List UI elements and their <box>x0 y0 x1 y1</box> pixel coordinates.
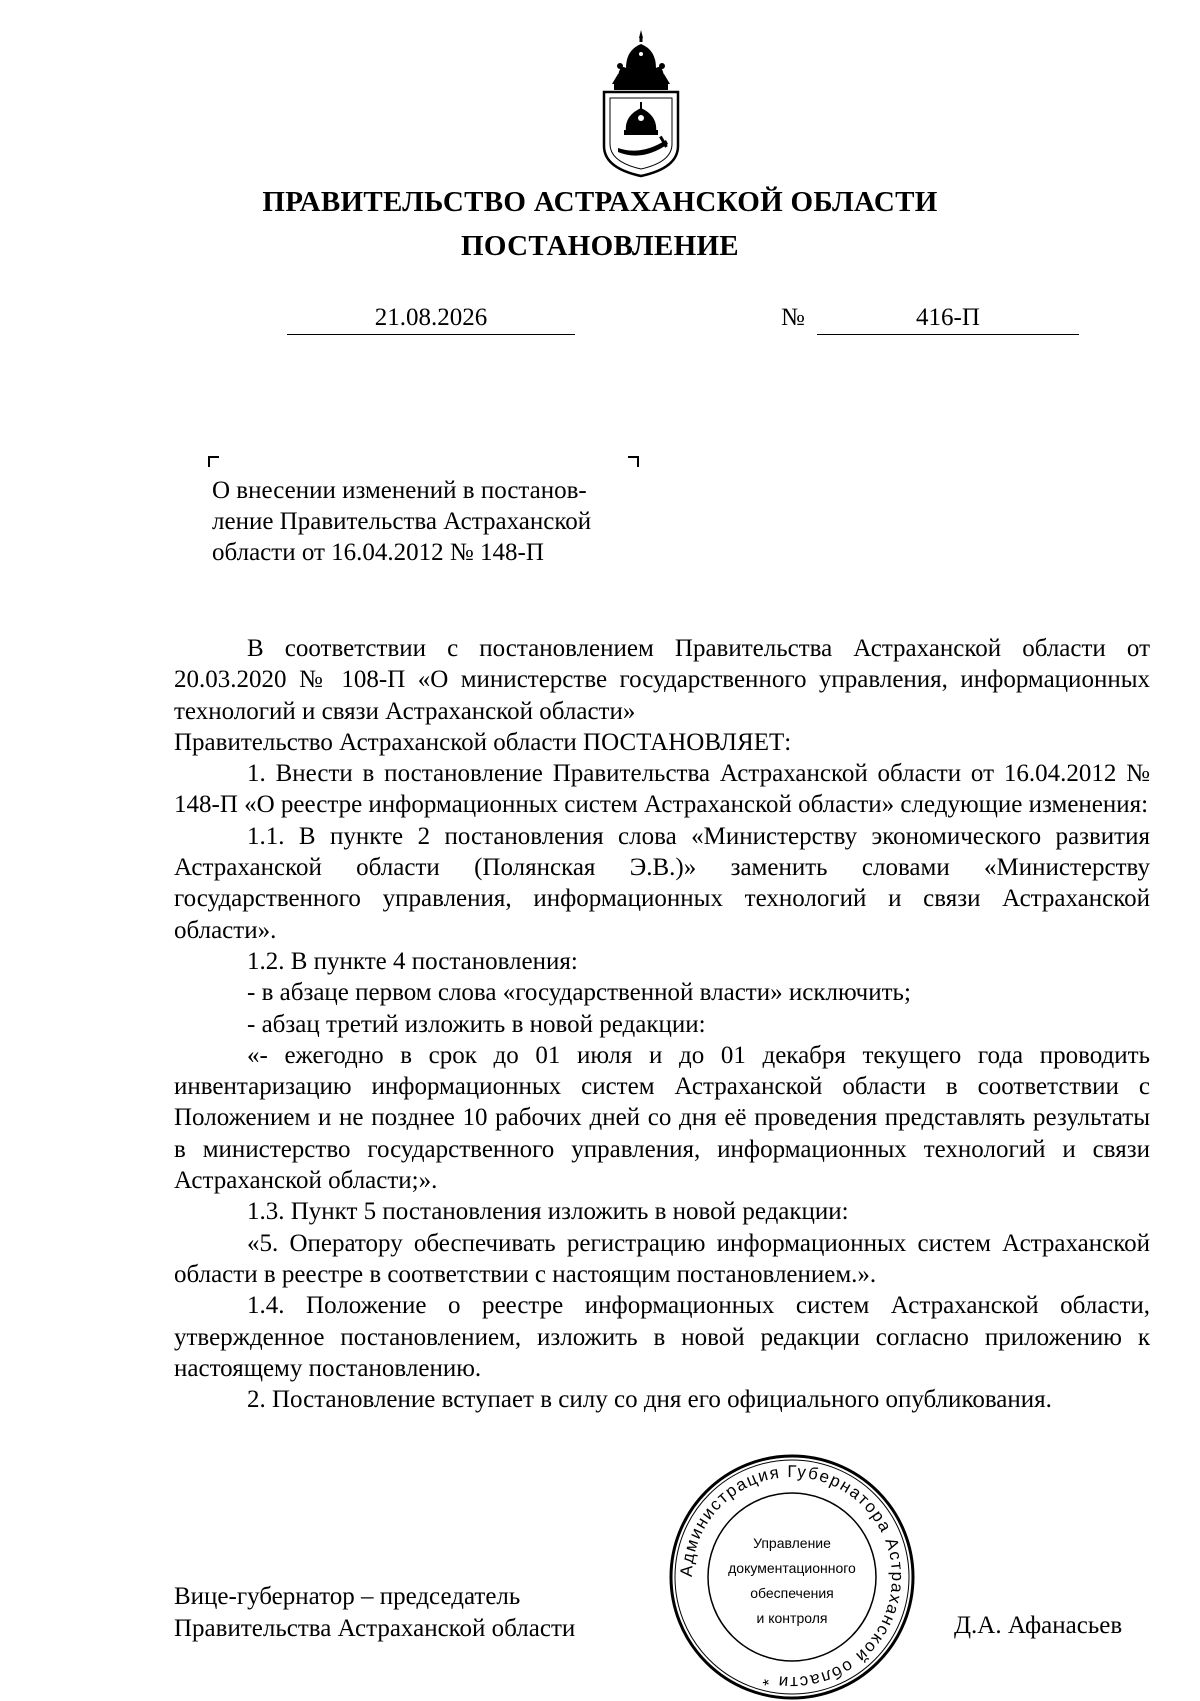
svg-text:и контроля: и контроля <box>756 1610 828 1626</box>
signatory-position-line: Правительства Астраханской области <box>174 1615 576 1642</box>
svg-text:обеспечения: обеспечения <box>750 1585 834 1601</box>
subject-right-bracket <box>628 456 639 467</box>
document-subject <box>212 475 642 568</box>
document-type-title: ПОСТАНОВЛЕНИЕ <box>461 230 739 262</box>
svg-text:Управление: Управление <box>753 1535 831 1551</box>
subject-line: области от 16.04.2012 № 148-П <box>212 539 544 566</box>
document-number: 416-П <box>817 304 1079 335</box>
signatory-name: Д.А. Афанасьев <box>954 1612 1123 1639</box>
number-sign: № <box>781 304 805 331</box>
item-1-2-dash-1: - в абзаце первом слова «государственной власти» исключить; <box>247 979 911 1007</box>
item-1-4-paragraph: 1.4. Положение о реестре информационных систем Астраханской области, утвержденное постановлением, изложить в новой редакции согласно приложению к настоящему постановлению. <box>174 1292 1150 1382</box>
document-date: 21.08.2026 <box>287 304 575 335</box>
item-1-2-quote: «- ежегодно в срок до 01 июля и до 01 декабря текущего года проводить инвентаризацию информационных систем Астраханской области в соответствии с Положением и не позднее 10 рабочих дней со дня её проведения представлять результаты в министерство государственного управления, информационных технологий и связи Астраханской области;». <box>174 1041 1150 1195</box>
resolution-clause: Правительство Астраханской области ПОСТАНОВЛЯЕТ: <box>174 728 792 756</box>
coat-of-arms-icon <box>596 28 686 178</box>
item-1-paragraph: 1. Внести в постановление Правительства Астраханской области от 16.04.2012 № 148-П «О реестре информационных систем Астраханской области» следующие изменения: <box>174 760 1150 819</box>
government-title: ПРАВИТЕЛЬСТВО АСТРАХАНСКОЙ ОБЛАСТИ <box>262 186 938 218</box>
signatory-position-line: Вице-губернатор – председатель <box>174 1583 521 1610</box>
document-body <box>174 633 1150 1415</box>
preamble-paragraph: В соответствии с постановлением Правительства Астраханской области от 20.03.2020 № 108-П «О министерстве государственного управления, информационных технологий и связи Астраханской области» <box>174 635 1150 725</box>
signatory-position <box>174 1581 575 1645</box>
subject-left-bracket <box>208 456 219 467</box>
official-stamp <box>668 1453 916 1701</box>
item-1-1-paragraph: 1.1. В пункте 2 постановления слова «Министерству экономического развития Астраханской области (Полянская Э.В.)» заменить словами «Министерству государственного управления, информационных технологий и связи Астраханской области». <box>174 822 1150 944</box>
subject-line: ление Правительства Астраханской <box>212 508 592 535</box>
item-1-2-paragraph: 1.2. В пункте 4 постановления: <box>247 947 578 975</box>
svg-text:документационного: документационного <box>728 1560 856 1576</box>
item-2-paragraph: 2. Постановление вступает в силу со дня его официального опубликования. <box>247 1386 1052 1414</box>
subject-line: О внесении изменений в постанов- <box>212 477 587 504</box>
svg-text:Администрация Губернатора Астр: Администрация Губернатора Астраханской области * <box>676 1461 908 1693</box>
item-1-2-dash-2: - абзац третий изложить в новой редакции: <box>247 1010 706 1038</box>
item-1-3-quote: «5. Оператору обеспечивать регистрацию информационных систем Астраханской области в реестре в соответствии с настоящим постановлением.». <box>174 1229 1150 1288</box>
item-1-3-paragraph: 1.3. Пункт 5 постановления изложить в новой редакции: <box>247 1198 849 1226</box>
